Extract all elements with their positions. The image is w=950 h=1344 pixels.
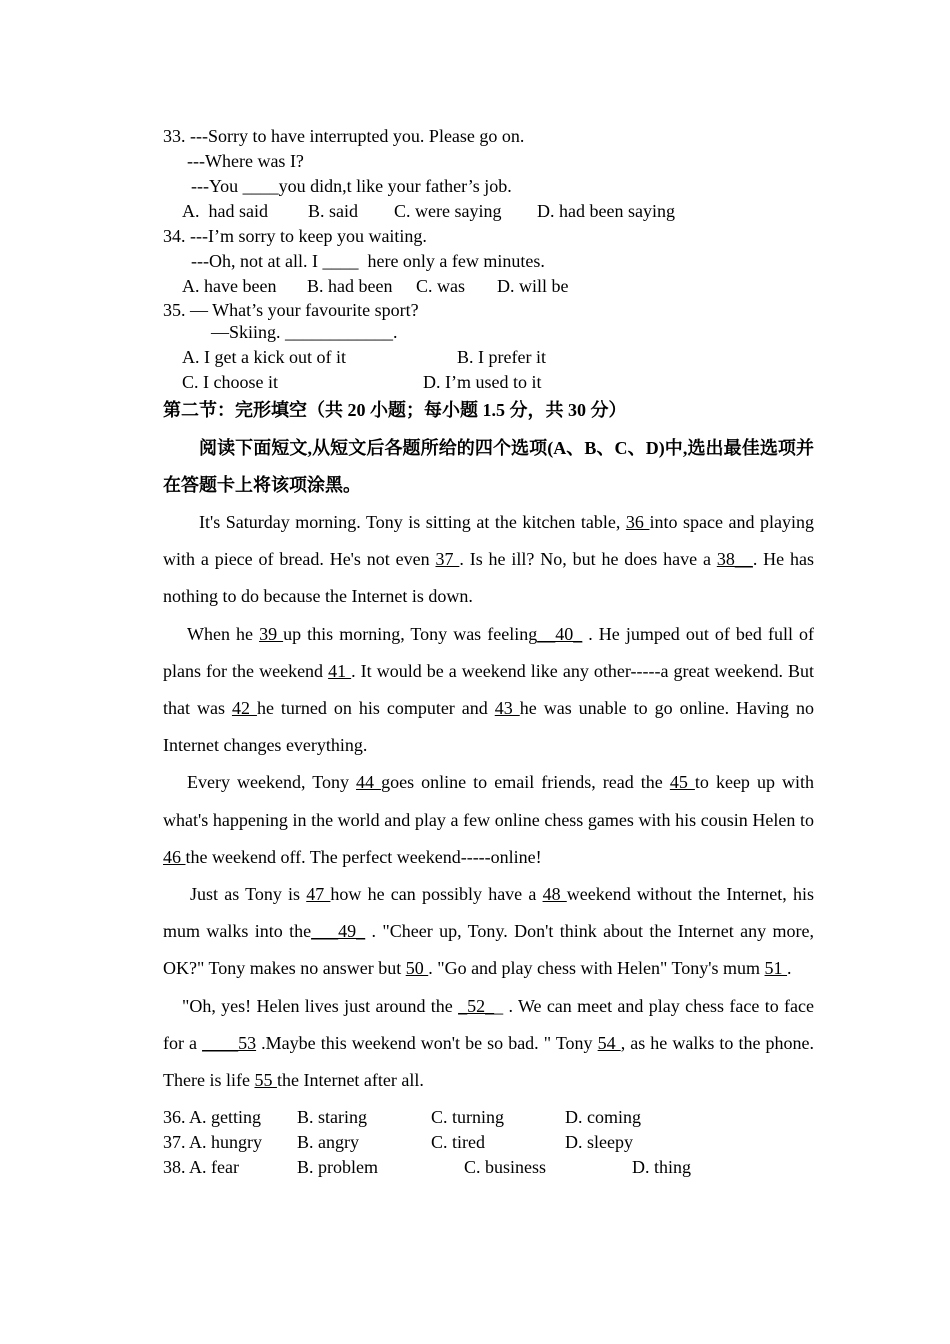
passage-text: . Is he ill? No, but he does have a	[459, 549, 717, 570]
q33-line3: ---You ____you didn,t like your father’s job.	[191, 176, 512, 196]
q38-option-c: C. business	[464, 1157, 547, 1178]
blank-36: 36	[625, 512, 650, 532]
blank-52: _52_	[458, 995, 495, 1016]
q34-option-d: D. will be	[497, 276, 569, 296]
q33-line2: ---Where was I?	[187, 151, 304, 171]
passage-text: how he can possibly have a	[330, 884, 543, 905]
blank-39: 39	[259, 623, 284, 644]
passage-text: into space and playing with a piece of bread. He's not even	[163, 512, 814, 570]
q37-option-b: B. angry	[297, 1132, 359, 1153]
q35-line2: —Skiing. ____________.	[211, 322, 398, 342]
q35-option-c: C. I choose it	[182, 372, 278, 392]
blank-46: 46	[163, 846, 186, 867]
q34-option-b: B. had been	[307, 276, 393, 296]
q38-option-b: B. problem	[297, 1157, 378, 1178]
q36-option-d: D. coming	[565, 1107, 641, 1128]
q35-options-row2	[163, 370, 814, 395]
q37-option-d: D. sleepy	[565, 1132, 633, 1153]
q33-option-b: B. said	[308, 201, 359, 221]
q33-stem: 33. ---Sorry to have interrupted you. Please go on.	[163, 126, 525, 146]
q38-option-a: 38. A. fear	[163, 1157, 239, 1178]
passage-text: When he	[187, 623, 260, 644]
blank-47: 47	[306, 884, 331, 905]
blank-50: 50	[405, 958, 429, 979]
passage-text: the weekend off. The perfect weekend-----online!	[185, 846, 542, 867]
q35-option-b: B. I prefer it	[457, 347, 546, 367]
q34-line2: ---Oh, not at all. I ____ here only a few minutes.	[191, 251, 545, 271]
blank-48: 48	[542, 884, 567, 905]
q34-option-c: C. was	[416, 276, 465, 296]
passage-text: _ . We can meet and play chess face to face for a	[163, 995, 814, 1053]
passage-text: Just as Tony is	[190, 884, 307, 905]
q38-option-d: D. thing	[632, 1157, 692, 1178]
q37-option-c: C. tired	[431, 1132, 485, 1153]
passage-text: Every weekend, Tony	[187, 772, 357, 793]
section-heading: 第二节：完形填空（共 20 小题；每小题 1.5 分，共 30 分）	[163, 400, 627, 420]
passage-text: weekend without the Internet, his mum walks into the	[163, 884, 814, 942]
passage-text: .Maybe this weekend won't be so bad. " Tony	[256, 1032, 598, 1053]
blank-40: __40_	[537, 623, 583, 644]
q36-option-c: C. turning	[431, 1107, 505, 1128]
blank-41: 41	[328, 660, 352, 681]
blank-49: ___49_	[311, 921, 366, 942]
passage-paragraph	[163, 504, 814, 616]
q33-options	[163, 199, 814, 224]
exam-page	[163, 124, 814, 1180]
passage-text: "Oh, yes! Helen lives just around the	[182, 995, 459, 1016]
q33-option-a: A. had said	[182, 201, 268, 221]
passage-paragraph	[163, 876, 814, 988]
passage-text: .	[787, 958, 792, 979]
answer-row-37	[163, 1130, 814, 1155]
passage-text: he was unable to go online. Having no Internet changes everything.	[163, 698, 815, 756]
passage-paragraph	[163, 764, 814, 876]
blank-51: 51	[764, 958, 788, 979]
passage-text: . He jumped out of bed full of plans for the weekend	[163, 623, 814, 681]
passage-text: he turned on his computer and	[256, 698, 495, 719]
q35-stem: 35. — What’s your favourite sport?	[163, 300, 419, 320]
answer-row-36	[163, 1105, 814, 1130]
q35-options-row1	[163, 345, 814, 370]
cloze-passage	[163, 504, 814, 1099]
q34-options	[163, 274, 814, 299]
passage-text: . It would be a weekend like any other-----a great weekend. But that was	[163, 660, 815, 719]
q37-option-a: 37. A. hungry	[163, 1132, 262, 1153]
passage-text: the Internet after all.	[276, 1070, 424, 1091]
passage-text: . He has nothing to do because the Internet is down.	[163, 549, 815, 607]
blank-42: 42	[231, 698, 257, 719]
passage-text: to keep up with what's happening in the world and play a few online chess games with his cousin Helen to	[163, 772, 815, 830]
passage-paragraph	[163, 988, 814, 1100]
passage-paragraph	[163, 616, 814, 765]
section-instruction: 阅读下面短文,从短文后各题所给的四个选项(A、B、C、D)中,选出最佳选项并在答题卡上将该项涂黑。	[163, 438, 814, 495]
q34-stem: 34. ---I’m sorry to keep you waiting.	[163, 226, 427, 246]
q34-option-a: A. have been	[182, 276, 277, 296]
passage-text: . "Go and play chess with Helen" Tony's mum	[428, 958, 765, 979]
blank-54: 54	[597, 1032, 621, 1053]
answer-row-38	[163, 1155, 814, 1180]
q36-option-a: 36. A. getting	[163, 1107, 261, 1128]
q36-option-b: B. staring	[297, 1107, 367, 1128]
blank-45: 45	[669, 772, 695, 793]
answer-choices	[163, 1105, 814, 1180]
q35-option-d: D. I’m used to it	[423, 372, 542, 392]
passage-text: up this morning, Tony was feeling	[283, 623, 538, 644]
blank-53: ____53	[202, 1032, 257, 1053]
q35-option-a: A. I get a kick out of it	[182, 347, 346, 367]
blank-38: 38__	[716, 549, 753, 570]
passage-text: goes online to email friends, read the	[381, 772, 670, 793]
q33-option-d: D. had been saying	[537, 201, 675, 221]
q33-option-c: C. were saying	[394, 201, 502, 221]
blank-37: 37	[435, 549, 460, 570]
passage-text: . "Cheer up, Tony. Don't think about the Internet any more, OK?" Tony makes no answer but	[163, 921, 814, 979]
blank-43: 43	[494, 698, 520, 719]
passage-text: It's Saturday morning. Tony is sitting at the kitchen table,	[199, 512, 626, 532]
blank-44: 44	[356, 772, 382, 793]
blank-55: 55	[254, 1070, 277, 1091]
passage-text: , as he walks to the phone. There is life	[163, 1032, 814, 1091]
